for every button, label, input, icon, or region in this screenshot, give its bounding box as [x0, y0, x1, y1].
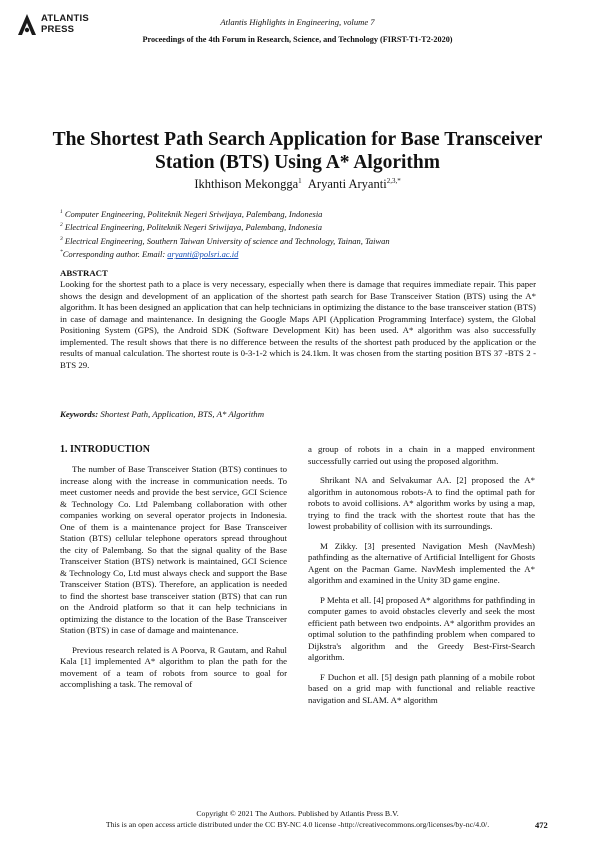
affiliation-text: Corresponding author. Email: — [62, 249, 168, 260]
affiliation-marker: 3 — [60, 235, 63, 242]
body-paragraph: F Duchon et all. [5] design path planning of a mobile robot based on a grid map with functional and reliable reactive navigation and SLAM. A* algorithm — [308, 671, 535, 705]
body-paragraph: Shrikant NA and Selvakumar AA. [2] proposed the A* algorithm in autonomous robots-A to find the optimal path for robots to avoid collisions. A* algorithm works by using a map, trying to find the track with the shortest route that has the lowest probability of collision with its surroundings. — [308, 475, 535, 531]
paper-title: The Shortest Path Search Application for Base Transceiver Station (BTS) Using A* Algorithm — [52, 129, 543, 173]
affiliation-marker: 2 — [60, 222, 63, 229]
left-column — [60, 444, 287, 699]
keywords — [60, 409, 536, 419]
affiliation-line — [60, 220, 560, 233]
footer-license: This is an open access article distributed under the CC BY-NC 4.0 license -http://creativecommons.org/licenses/by-nc/4.0/. — [105, 820, 490, 829]
author-name: Aryanti Aryanti — [307, 177, 387, 192]
affiliation-text: Computer Engineering, Politeknik Negeri Sriwijaya, Palembang, Indonesia — [64, 208, 323, 219]
author-name: Ikhthison Mekongga — [194, 177, 299, 192]
affiliation-marker: 1 — [60, 209, 63, 215]
abstract-heading: ABSTRACT — [60, 268, 108, 278]
affiliation-text: Electrical Engineering, Politeknik Negeri Sriwijaya, Palembang, Indonesia — [64, 222, 322, 233]
affiliation-line — [60, 234, 560, 247]
affiliation-marker: * — [60, 249, 63, 256]
keywords-label: Keywords: — [60, 409, 99, 419]
abstract-text: Looking for the shortest path to a place is very necessary, especially when there is damage that requires immediate repair. This paper shows the design and development of an application of the shortest path search for Base Transceiver Station (BTS) using the A* algorithm. It has been designed an application that can help technicians in optimizing the distance to the base transceiver station (BTS) in case of damage and maintenance. In designing the Google Maps API (Application Programming Interface) system, the Global Positioning System (GPS), the Android SDK (Software Development Kit) has been used. A* algorithm was also successfully implemented. The result shows that there is no difference between the results of the shortest path produced by the application or the results of manual calculation. The shortest route is 0-3-1-2 which is 24.1km. It was chosen from the starting position BTS 37 -BTS 2 -BTS 29. — [60, 279, 536, 370]
section-heading: 1. INTRODUCTION — [60, 444, 151, 455]
affiliations — [60, 207, 560, 261]
author-superscript: 1 — [298, 177, 302, 185]
email-link[interactable]: aryanti@polsri.ac.id — [167, 249, 239, 260]
body-paragraph: M Zikky. [3] presented Navigation Mesh (NavMesh) pathfinding as the alternative of Artificial Intelligent for Ghosts Agent on the Pacman Game. NavMesh implemented the A* algorithm and examined in the Unity 3D game engine. — [308, 540, 535, 585]
right-column — [308, 444, 535, 714]
page-number: 472 — [535, 820, 548, 830]
affiliation-line — [60, 207, 560, 220]
body-paragraph: The number of Base Transceiver Station (BTS) continues to increase along with the increase in communication needs. To meet customer needs and provide the best service, GCI Science & Technology Co. Ltd Palembang collaboration with other companies working on several operator projects in Indonesia. One of them is a maintenance project for Base Transceiver Station (BTS) cellular telephone operators spread throughout the city of Palembang. So that the signal quality of the Base Transceiver Station (BTS) network is maintained, GCI Science & Technology Co, Ltd must always check and support the Base Transceiver Station (BTS). Therefore, an application is needed to find the shortest base transceiver station (BTS) that can run on the Android platform so that it can help technicians in optimizing the distance to the location of the Base Transceiver Station (BTS) in case of damage and maintenance. — [60, 464, 287, 635]
body-paragraph: P Mehta et all. [4] proposed A* algorithms for pathfinding in computer games to avoid obstacles cleverly and seek the most efficient path between two endpoints. A* algorithm provides an optimal solution to the pathfinding problem when compared to Dijkstra's algorithm and the Greedy Best-First-Search algorithm. — [308, 594, 535, 662]
proceedings-title: Proceedings of the 4th Forum in Research, Science, and Technology (FIRST-T1-T2-2020) — [142, 35, 453, 44]
logo-line-1: ATLANTIS — [41, 13, 89, 24]
keywords-text: Shortest Path, Application, BTS, A* Algorithm — [100, 409, 265, 419]
author-superscript: 2,3,* — [386, 177, 401, 185]
body-paragraph: Previous research related is A Poorva, R Gautam, and Rahul Kala [1] implemented A* algorithm to plan the path for the movement of a team of robots from source to goal for accomplishing a task. The removal of — [60, 644, 287, 689]
author-list — [0, 177, 595, 192]
logo-line-2: PRESS — [41, 24, 75, 35]
footer-copyright: Copyright © 2021 The Authors. Published by Atlantis Press B.V. — [196, 809, 399, 818]
body-paragraph: a group of robots in a chain in a mapped environment successfully carried out using the proposed algorithm. — [308, 444, 535, 466]
affiliation-text: Electrical Engineering, Southern Taiwan University of science and Technology, Tainan, Taiwan — [64, 235, 390, 246]
journal-name: Atlantis Highlights in Engineering, volume 7 — [220, 17, 375, 27]
affiliation-line — [60, 247, 560, 260]
